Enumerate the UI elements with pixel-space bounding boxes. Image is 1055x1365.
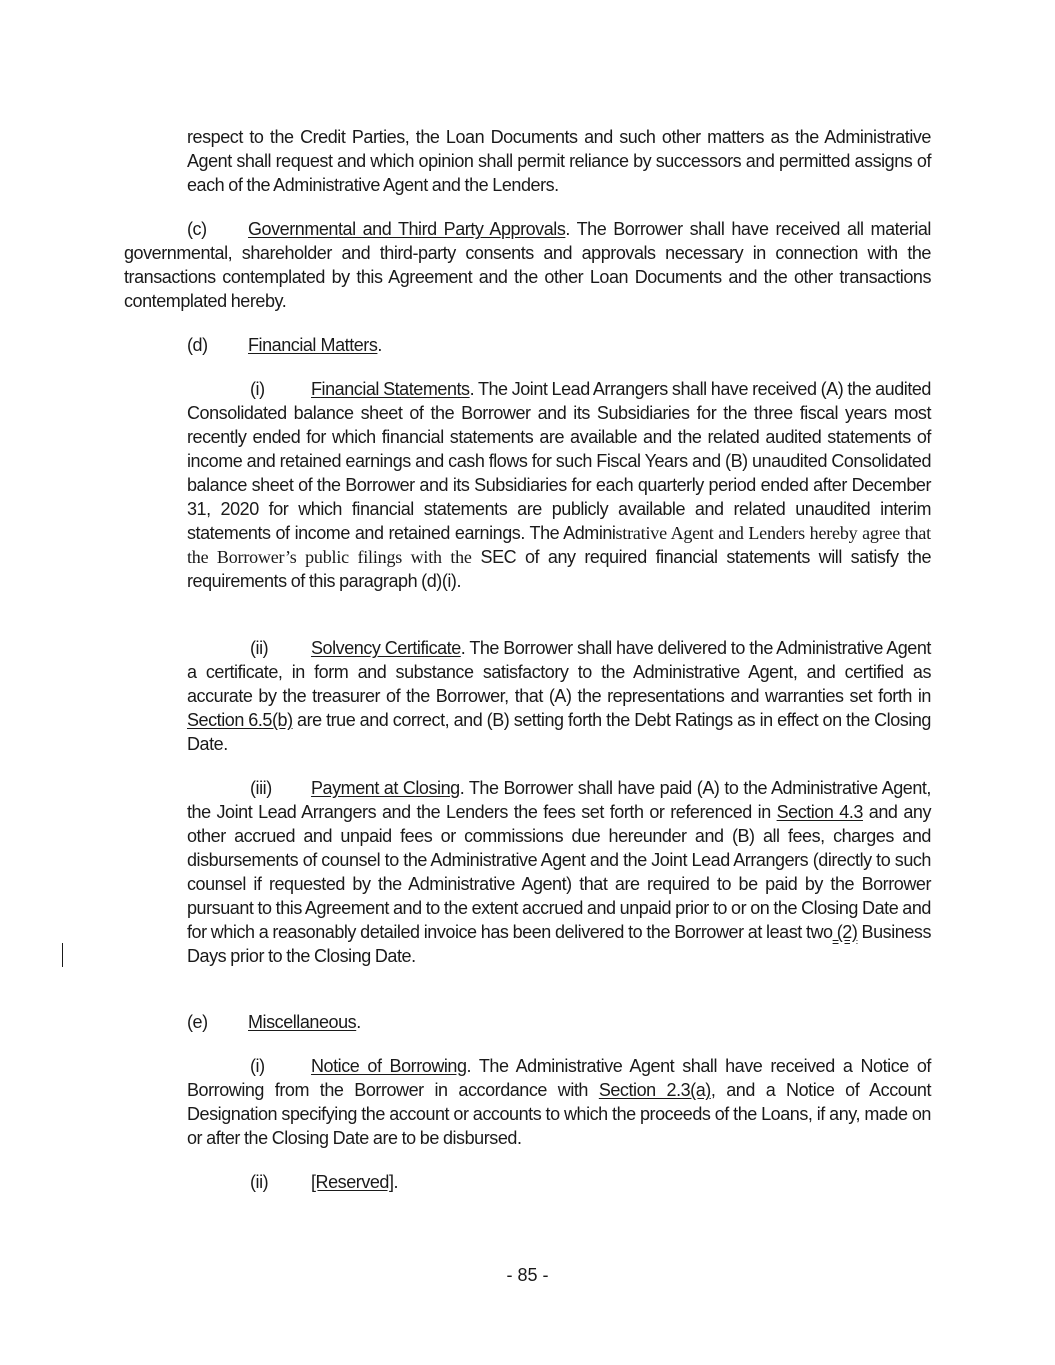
subsection-body: and any other accrued and unpaid fees or commissions due hereunder and (B) all fees, charges and disbursements of counsel to the Administrative Agent and the Joint Lead Arrangers (directly to such counsel if requested by the Administrative Agent) that are required to be paid by the Borrower pursuant to this Agreement and to the extent accrued and unpaid prior to or on the Closing Date and for which a reasonably detailed invoice has been delivered to the Borrower at least two <box>187 802 931 942</box>
section-title: Governmental and Third Party Approvals <box>248 219 566 239</box>
subsection-title: Notice of Borrowing <box>311 1056 467 1076</box>
subsection-e-ii <box>250 1170 398 1194</box>
subsection-label: (iii) <box>250 778 272 798</box>
subsection-body: are true and correct, and (B) setting forth the Debt Ratings as in effect on the Closing Date. <box>187 710 931 754</box>
section-title: Financial Matters <box>248 335 378 355</box>
subsection-body-tail: SEC of any required financial statements will satisfy the requirements of this paragraph (d)(i). <box>187 547 931 591</box>
subsection-label: (ii) <box>250 638 269 658</box>
subsection-title: Financial Statements <box>311 379 470 399</box>
subsection-body: The Borrower shall have paid (A) to the Administrative Agent, the Joint Lead Arrangers and the Lenders the fees set forth or referenced in <box>187 778 931 822</box>
subsection-body: The Borrower shall have delivered to the Administrative Agent a certificate, in form and substance satisfactory to the Administrative Agent, and certified as accurate by the treasurer of the Borrower, that (A) the representations and warranties set forth in <box>187 638 931 706</box>
section-label: (c) <box>187 219 207 239</box>
punctuation: . <box>565 219 570 239</box>
subsection-label: (i) <box>250 379 265 399</box>
subsection-d-i <box>187 377 931 593</box>
subsection-d-iii <box>187 776 931 968</box>
subsection-title: [Reserved] <box>311 1172 394 1192</box>
inserted-text: (2) <box>832 922 858 942</box>
subsection-body: The Joint Lead Arrangers shall have received (A) the audited Consolidated balance sheet of the Borrower and its Subsidiaries for the three fiscal years most recently ended for which financial statements are available and the related audited statements of income and retained earnings and cash flows for such Fiscal Years and (B) unaudited Consolidated balance sheet of the Borrower and its Subsidiaries for each quarterly period ended after December 31, 2020 for which financial statements are publicly available and related unaudited interim statements of income and retained earnings. The Admini <box>187 379 931 543</box>
section-c <box>124 217 931 313</box>
section-reference: Section 4.3 <box>776 802 863 822</box>
section-title: Miscellaneous <box>248 1012 357 1032</box>
subsection-body-serif: strative Agent and Lenders hereby agree that the Borrower’s public filings with the <box>187 523 931 567</box>
punctuation: . <box>377 335 382 355</box>
subsection-body: , and a Notice of Account Designation specifying the account or accounts to which the proceeds of the Loans, if any, made on or after the Closing Date are to be disbursed. <box>187 1080 932 1148</box>
punctuation: . <box>356 1012 361 1032</box>
section-label: (d) <box>187 335 208 355</box>
subsection-body: Business Days prior to the Closing Date. <box>187 922 931 966</box>
punctuation: . <box>469 379 475 399</box>
section-e-heading <box>187 1010 361 1034</box>
page-number: - 85 - <box>506 1265 549 1285</box>
section-d-heading <box>187 333 382 357</box>
continuation-paragraph <box>187 125 931 197</box>
punctuation: . <box>466 1056 472 1076</box>
paragraph-text: respect to the Credit Parties, the Loan Documents and such other matters as the Administrative Agent shall request and which opinion shall permit reliance by successors and permitted assigns of each of the Administrative Agent and the Lenders. <box>187 127 931 195</box>
section-reference: Section 6.5(b) <box>187 710 293 730</box>
subsection-body: The Administrative Agent shall have received a Notice of Borrowing from the Borrower in accordance with <box>187 1056 931 1100</box>
subsection-title: Solvency Certificate <box>311 638 461 658</box>
section-body: The Borrower shall have received all material governmental, shareholder and third-party consents and approvals necessary in connection with the transactions contemplated by this Agreement and the other Loan Documents and the other transactions contemplated hereby. <box>124 219 931 311</box>
subsection-title: Payment at Closing <box>311 778 460 798</box>
subsection-label: (i) <box>250 1056 265 1076</box>
subsection-label: (ii) <box>250 1172 269 1192</box>
revision-change-bar <box>62 943 63 967</box>
punctuation: . <box>460 638 466 658</box>
punctuation: . <box>459 778 465 798</box>
punctuation: . <box>393 1172 399 1192</box>
subsection-d-ii <box>187 636 931 756</box>
subsection-e-i <box>187 1054 931 1150</box>
section-label: (e) <box>187 1012 208 1032</box>
section-reference: Section 2.3(a) <box>598 1080 711 1100</box>
